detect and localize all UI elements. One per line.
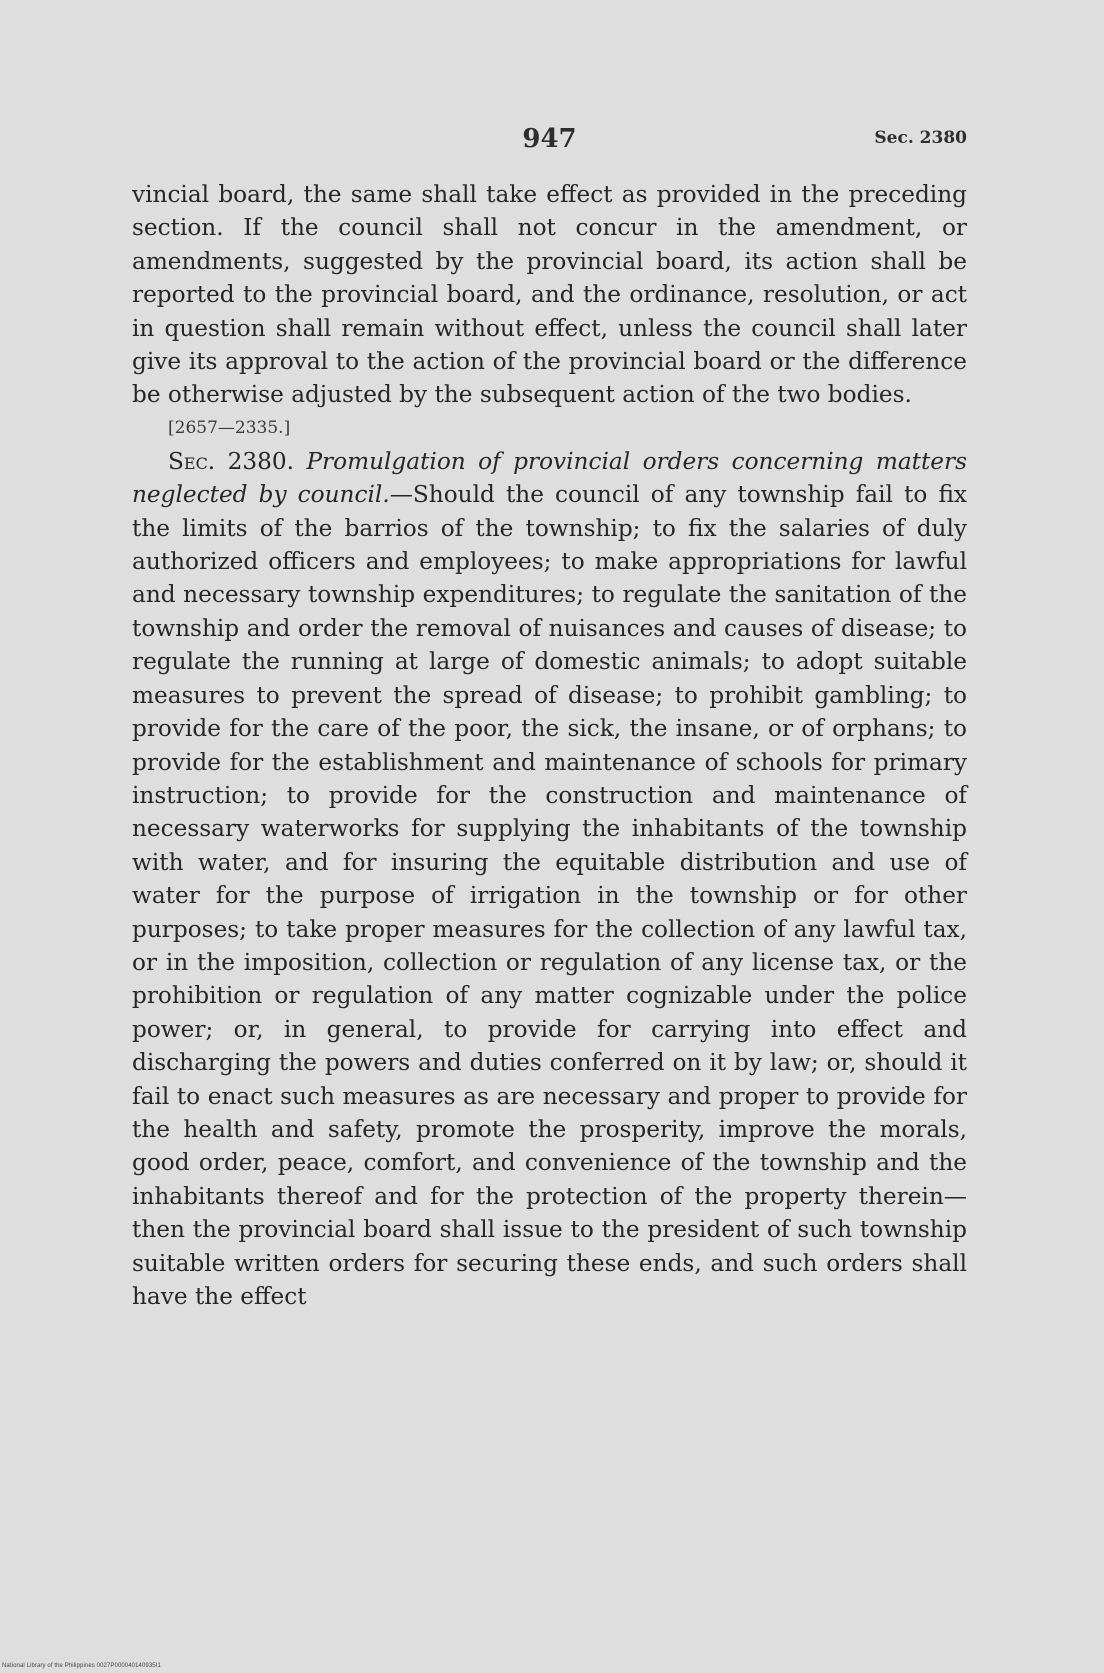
library-footer: National Library of the Philippines 0027P000040140935I1 [2, 1663, 161, 1669]
section-2380 [132, 445, 967, 1314]
running-section-ref: Sec. 2380 [874, 128, 967, 148]
section-body: —Should the council of any township fail to fix the limits of the barrios of the township; to fix the salaries of duly authorized officers and employees; to make appropriations for lawful and necessary township expenditures; to regulate the sanitation of the township and order the removal of nuisances and causes of disease; to regulate the running at large of domestic animals; to adopt suitable measures to prevent the spread of disease; to prohibit gambling; to provide for the care of the poor, the sick, the insane, or of orphans; to provide for the establishment and maintenance of schools for primary instruction; to provide for the construction and maintenance of necessary waterworks for supplying the inhabitants of the township with water, and for insuring the equitable distribution and use of water for the purpose of irrigation in the township or for other purposes; to take proper measures for the collection of any lawful tax, or in the imposition, collection or regulation of any license tax, or the prohibition or regulation of any matter cognizable under the police power; or, in general, to provide for carrying into effect and discharging the powers and duties conferred on it by law; or, should it fail to enact such measures as are necessary and proper to provide for the health and safety, promote the prosperity, improve the morals, good order, peace, comfort, and convenience of the township and the inhabitants thereof and for the protection of the property therein—then the provincial board shall issue to the president of such township suitable written orders for securing these ends, and such orders shall have the effect [132, 481, 967, 1310]
page-number: 947 [522, 124, 577, 154]
page-header [132, 124, 967, 160]
section-number: Sec. 2380. [168, 447, 294, 475]
continued-paragraph: vincial board, the same shall take effect as provided in the preceding section. If the council shall not concur in the amendment, or amendments, suggested by the provincial board, its action shall be reported to the provincial board, and the ordinance, resolution, or act in question shall remain without effect, unless the council shall later give its approval to the action of the provincial board or the difference be otherwise adjusted by the subsequent action of the two bodies. [132, 181, 967, 409]
source-citation: [2657—2335.] [168, 417, 291, 438]
body-text [132, 178, 967, 1313]
section-title: Promulgation of provincial orders concerning matters neglected by council. [132, 447, 967, 509]
